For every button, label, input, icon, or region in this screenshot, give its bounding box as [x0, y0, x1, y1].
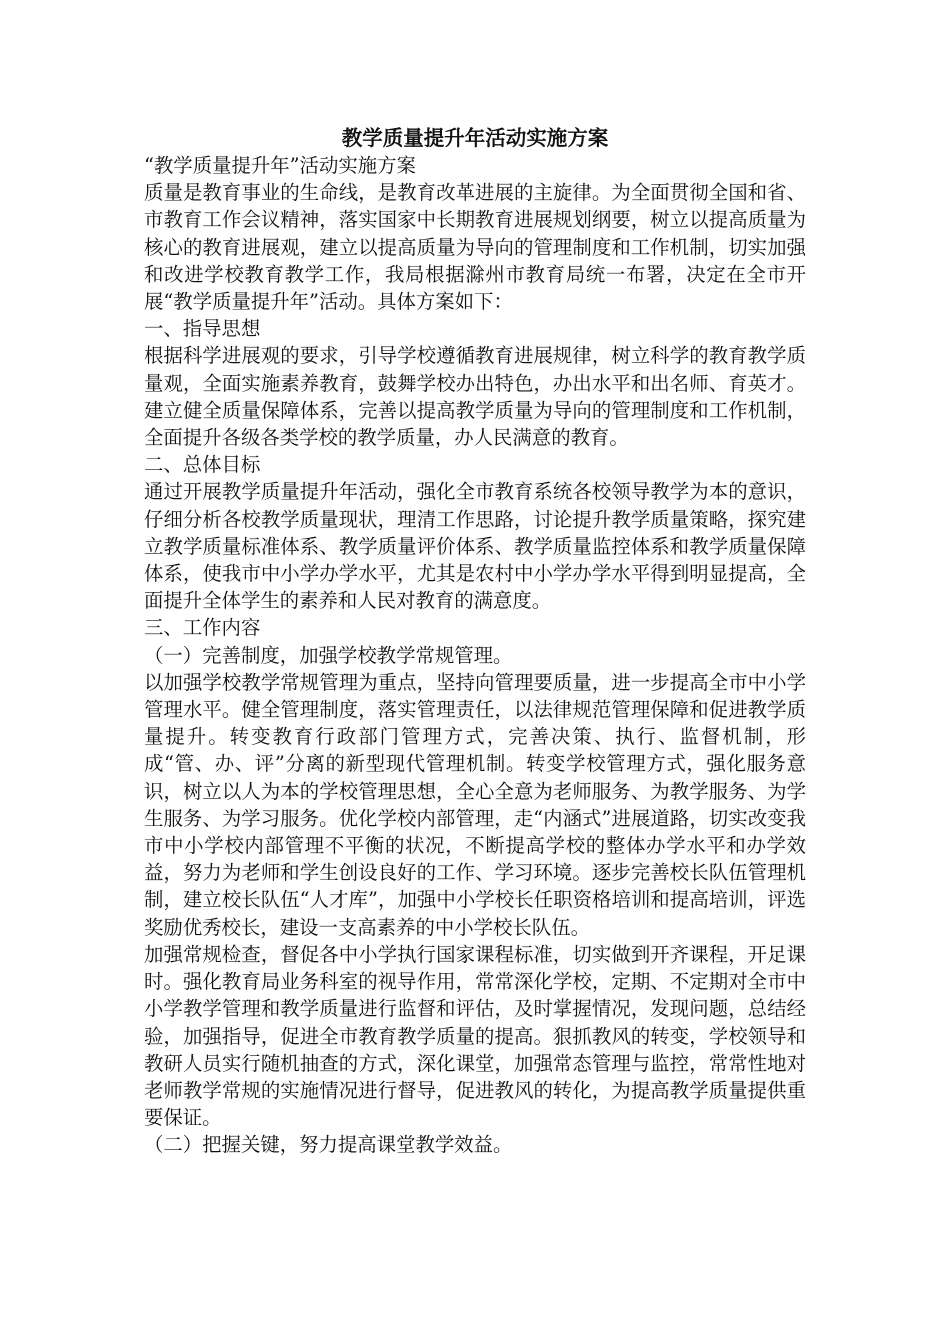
subtitle-paragraph: “教学质量提升年”活动实施方案: [144, 154, 416, 177]
section-heading-work-content: 三、工作内容: [144, 616, 261, 640]
section-heading-guiding-ideology: 一、指导思想: [144, 317, 261, 341]
management-paragraph: 以加强学校教学常规管理为重点，坚持向管理要质量，进一步提高全市中小学管理水平。健全管理制度，落实管理责任，以法律规范管理保障和促进教学质量提升。转变教育行政部门管理方式，完善决策、执行、监督机制，形成“管、办、评”分离的新型现代管理机制。转变学校管理方式，强化服务意识，树立以人为本的学校管理思想，全心全意为老师服务、为教学服务、为学生服务、为学习服务。优化学校内部管理，走“内涵式”进展道路，切实改变我市中小学校内部管理不平衡的状况，不断提高学校的整体办学水平和办学效益，努力为老师和学生创设良好的工作、学习环境。逐步完善校长队伍管理机制，建立校长队伍“人才库”，加强中小学校长任职资格培训和提高培训，评选奖励优秀校长，建设一支高素养的中小学校长队伍。: [144, 670, 806, 939]
document-title: 教学质量提升年活动实施方案: [341, 126, 609, 150]
subsection-heading-1: （一）完善制度，加强学校教学常规管理。: [144, 643, 513, 667]
intro-paragraph: 质量是教育事业的生命线，是教育改革进展的主旋律。为全面贯彻全国和省、市教育工作会议精神，落实国家中长期教育进展规划纲要，树立以提高质量为核心的教育进展观，建立以提高质量为导向的管理制度和工作机制，切实加强和改进学校教育教学工作，我局根据滁州市教育局统一布署，决定在全市开展“教学质量提升年”活动。具体方案如下：: [144, 181, 806, 314]
subsection-heading-2: （二）把握关键，努力提高课堂教学效益。: [144, 1133, 513, 1157]
document-body: [144, 124, 806, 1159]
overall-goal-paragraph: 通过开展教学质量提升年活动，强化全市教育系统各校领导教学为本的意识，仔细分析各校教学质量现状，理清工作思路，讨论提升教学质量策略，探究建立教学质量标准体系、教学质量评价体系、教学质量监控体系和教学质量保障体系，使我市中小学办学水平，尤其是农村中小学办学水平得到明显提高，全面提升全体学生的素养和人民对教育的满意度。: [144, 480, 806, 613]
guiding-ideology-paragraph: 根据科学进展观的要求，引导学校遵循教育进展规律，树立科学的教育教学质量观，全面实施素养教育，鼓舞学校办出特色，办出水平和出名师、育英才。建立健全质量保障体系，完善以提高教学质量为导向的管理制度和工作机制，全面提升各级各类学校的教学质量，办人民满意的教育。: [144, 344, 806, 450]
inspection-paragraph: 加强常规检查，督促各中小学执行国家课程标准，切实做到开齐课程，开足课时。强化教育局业务科室的视导作用，常常深化学校，定期、不定期对全市中小学教学管理和教学质量进行监督和评估，及时掌握情况，发现问题，总结经验，加强指导，促进全市教育教学质量的提高。狠抓教风的转变，学校领导和教研人员实行随机抽查的方式，深化课堂，加强常态管理与监控，常常性地对老师教学常规的实施情况进行督导，促进教风的转化，为提高教学质量提供重要保证。: [144, 942, 806, 1130]
section-heading-overall-goal: 二、总体目标: [144, 453, 261, 477]
